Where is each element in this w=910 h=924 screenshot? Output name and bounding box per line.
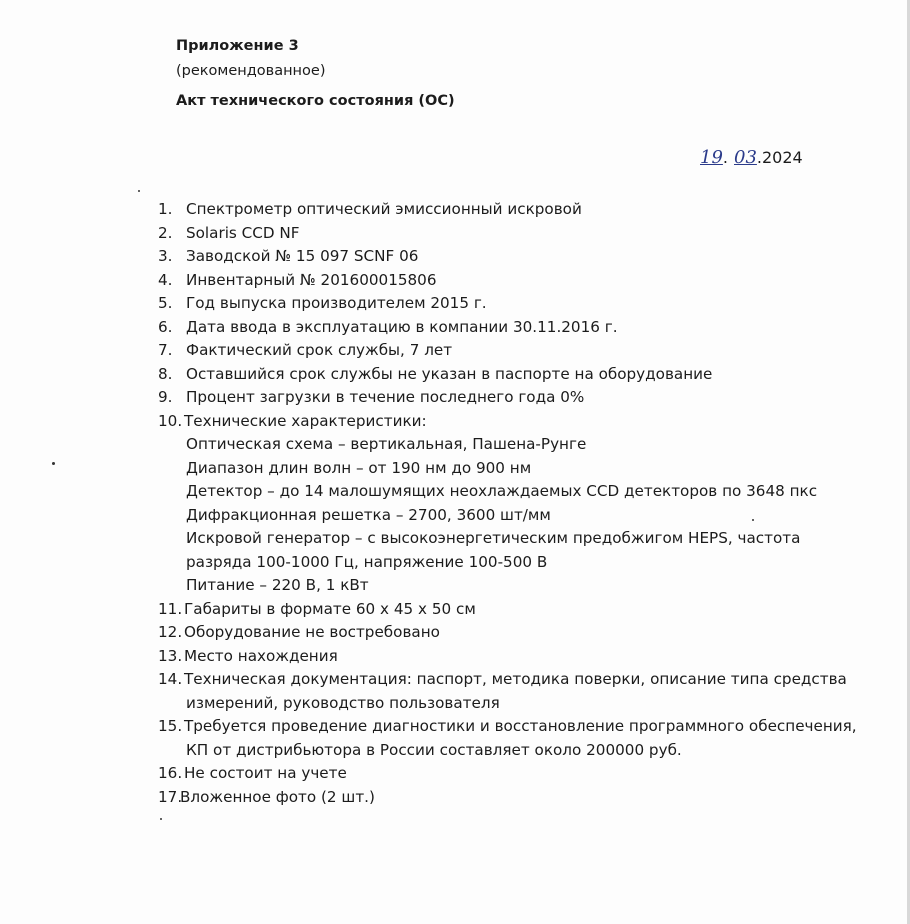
document-date bbox=[700, 147, 803, 168]
item-number: 8. bbox=[158, 364, 173, 383]
item-text: Дифракционная решетка – 2700, 3600 шт/мм bbox=[186, 505, 551, 524]
date-year: .2024 bbox=[756, 148, 803, 167]
list-item bbox=[158, 363, 858, 387]
item-text: Не состоит на учете bbox=[184, 764, 347, 782]
list-item-continuation bbox=[158, 574, 858, 598]
list-item bbox=[158, 245, 858, 269]
list-item-continuation bbox=[158, 433, 858, 457]
list-item bbox=[158, 198, 858, 222]
item-number: 15. bbox=[158, 717, 183, 735]
item-text: КП от дистрибьютора в России составляет около 200000 руб. bbox=[186, 740, 682, 759]
item-text: Процент загрузки в течение последнего года 0% bbox=[186, 388, 585, 406]
list-item bbox=[158, 715, 858, 739]
list-item-continuation bbox=[158, 527, 858, 551]
handwritten-day: 19 bbox=[700, 147, 723, 168]
item-number: 2. bbox=[158, 223, 173, 242]
scan-speck bbox=[52, 462, 55, 465]
item-number: 4. bbox=[158, 270, 173, 289]
item-number: 5. bbox=[158, 294, 173, 312]
list-item bbox=[158, 645, 858, 669]
item-number: 17. bbox=[158, 787, 183, 806]
item-text: Оборудование не востребовано bbox=[184, 623, 440, 641]
list-item bbox=[158, 786, 858, 810]
item-number: 1. bbox=[158, 200, 173, 218]
scan-speck bbox=[160, 818, 162, 820]
item-number: 10. bbox=[158, 411, 183, 430]
item-text: Оптическая схема – вертикальная, Пашена-Рунге bbox=[186, 435, 587, 453]
item-text: Solaris CCD NF bbox=[186, 223, 300, 242]
item-number: 6. bbox=[158, 317, 173, 336]
item-number: 3. bbox=[158, 247, 173, 265]
list-item-continuation bbox=[158, 551, 858, 575]
list-item bbox=[158, 668, 858, 692]
item-number: 9. bbox=[158, 388, 173, 406]
item-text: Детектор – до 14 малошумящих неохлаждаемых CCD детекторов по 3648 пкс bbox=[186, 482, 818, 500]
item-text: Требуется проведение диагностики и восстановление программного обеспечения, bbox=[184, 717, 857, 735]
list-item bbox=[158, 386, 858, 410]
item-text: Искровой генератор – с высокоэнергетическим предобжигом HEPS, частота bbox=[186, 529, 801, 547]
item-text: Спектрометр оптический эмиссионный искровой bbox=[186, 200, 582, 218]
list-item bbox=[158, 598, 858, 622]
scan-speck bbox=[752, 519, 754, 521]
list-item-continuation bbox=[158, 739, 858, 763]
item-text: Техническая документация: паспорт, методика поверки, описание типа средства bbox=[184, 670, 847, 688]
appendix-heading: Приложение 3 bbox=[176, 38, 299, 54]
list-item bbox=[158, 222, 858, 246]
item-text: измерений, руководство пользователя bbox=[186, 693, 500, 712]
list-item-continuation bbox=[158, 504, 858, 528]
item-number: 14. bbox=[158, 670, 183, 688]
list-item-continuation bbox=[158, 480, 858, 504]
item-list bbox=[158, 198, 858, 809]
item-text: Оставшийся срок службы не указан в паспорте на оборудование bbox=[186, 364, 713, 383]
item-text: Габариты в формате 60 х 45 х 50 см bbox=[184, 599, 476, 618]
item-number: 11. bbox=[158, 599, 183, 618]
list-item bbox=[158, 762, 858, 786]
scan-speck bbox=[138, 190, 140, 192]
item-text: Инвентарный № 201600015806 bbox=[186, 270, 437, 289]
date-separator: . bbox=[722, 148, 728, 167]
document-title: Акт технического состояния (ОС) bbox=[176, 93, 455, 109]
list-item-continuation bbox=[158, 457, 858, 481]
item-number: 12. bbox=[158, 623, 183, 641]
item-text: Фактический срок службы, 7 лет bbox=[186, 341, 453, 359]
item-text: разряда 100-1000 Гц, напряжение 100-500 В bbox=[186, 552, 548, 571]
item-number: 13. bbox=[158, 646, 183, 665]
list-item bbox=[158, 292, 858, 316]
list-item bbox=[158, 410, 858, 434]
list-item bbox=[158, 339, 858, 363]
item-text: Год выпуска производителем 2015 г. bbox=[186, 294, 487, 312]
item-text: Место нахождения bbox=[184, 646, 338, 665]
item-text: Заводской № 15 097 SCNF 06 bbox=[186, 247, 419, 265]
item-text: Питание – 220 В, 1 кВт bbox=[186, 576, 369, 594]
item-number: 16. bbox=[158, 764, 183, 782]
handwritten-month: 03 bbox=[734, 147, 757, 168]
item-text: Технические характеристики: bbox=[184, 411, 427, 430]
recommended-label: (рекомендованное) bbox=[176, 63, 326, 79]
list-item bbox=[158, 316, 858, 340]
item-text: Диапазон длин волн – от 190 нм до 900 нм bbox=[186, 458, 532, 477]
list-item bbox=[158, 269, 858, 293]
item-text: Вложенное фото (2 шт.) bbox=[180, 787, 375, 806]
item-number: 7. bbox=[158, 341, 173, 359]
list-item bbox=[158, 621, 858, 645]
item-text: Дата ввода в эксплуатацию в компании 30.11.2016 г. bbox=[186, 317, 618, 336]
list-item-continuation bbox=[158, 692, 858, 716]
